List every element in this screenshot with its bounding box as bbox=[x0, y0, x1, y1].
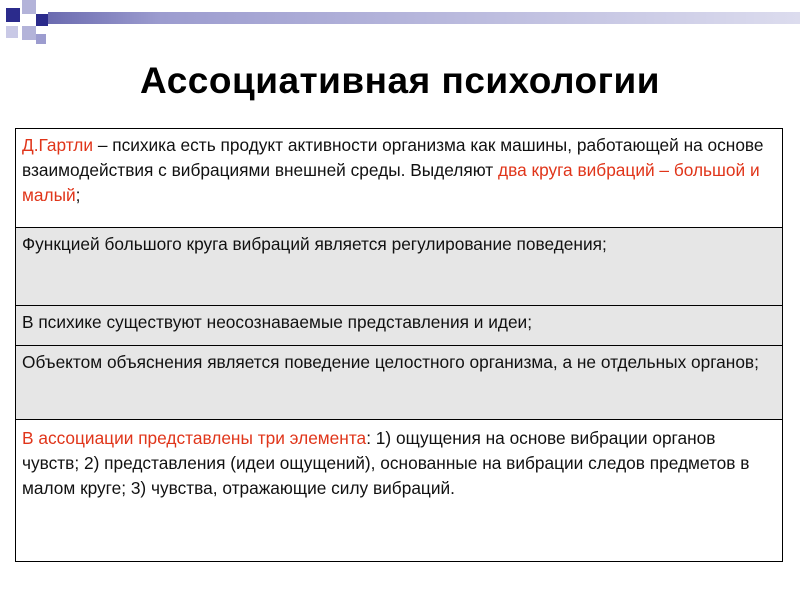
row-text-end: ; bbox=[75, 185, 81, 205]
highlighted-phrase: В ассоциации представлены три элемента bbox=[22, 428, 367, 448]
row-text: В психике существуют неосознаваемые представления и идеи; bbox=[22, 312, 533, 332]
row-text: Функцией большого круга вибраций является регулирование поведения; bbox=[22, 234, 607, 254]
row-text: – психика есть продукт активности организма как машины, работающей на основе взаимодействия с вибрациями внешней среды. Выделяют bbox=[22, 135, 764, 180]
decor-squares-graphic bbox=[0, 0, 800, 60]
content-table bbox=[15, 128, 783, 562]
row-text: : 1) ощущения на основе вибрации органов чувств; 2) представления (идеи ощущений), основанные на вибрации следов предметов в малом круге; 3) чувства, отражающие силу вибраций. bbox=[22, 428, 750, 498]
page-title: Ассоциативная психологии bbox=[140, 60, 660, 101]
table-row bbox=[16, 129, 782, 228]
author-name: Д.Гартли bbox=[22, 135, 94, 155]
table-row bbox=[16, 228, 782, 306]
row-text: Объектом объяснения является поведение целостного организма, а не отдельных органов; bbox=[22, 352, 759, 372]
table-row bbox=[16, 346, 782, 420]
table-row bbox=[16, 306, 782, 346]
highlighted-phrase: два круга вибраций – большой и малый bbox=[22, 160, 760, 205]
table-row bbox=[16, 420, 782, 561]
